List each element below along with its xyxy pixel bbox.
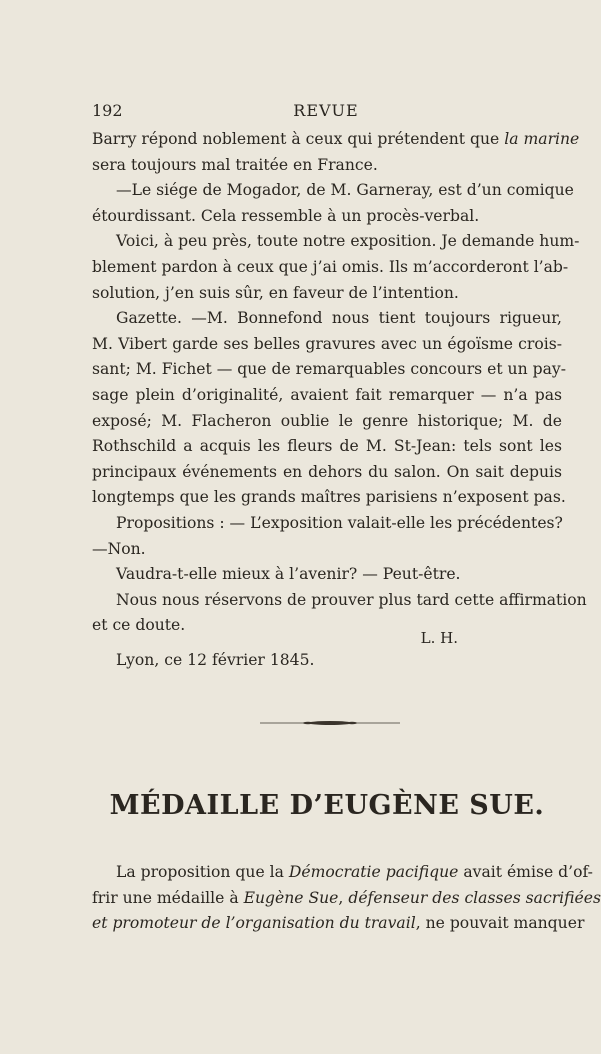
text-run: et ce doute. — [92, 616, 186, 635]
text-line — [92, 306, 562, 332]
text-run: sant; M. Fichet — que de remarquables concours et un pay- — [92, 360, 566, 379]
text-line — [92, 204, 562, 230]
text-line — [92, 886, 601, 912]
text-line — [92, 485, 566, 511]
text-line — [92, 434, 562, 460]
text-run: principaux événements en dehors du salon. On sait depuis — [92, 462, 562, 481]
text-line — [92, 911, 585, 937]
author-signature: L. H. — [420, 629, 458, 647]
text-line — [92, 588, 587, 614]
text-line — [92, 332, 562, 358]
text-line — [92, 229, 580, 255]
text-run: longtemps que les grands maîtres parisiens n’exposent pas. — [92, 488, 566, 507]
text-line — [92, 255, 569, 281]
text-line — [92, 460, 562, 486]
text-line — [92, 383, 562, 409]
text-run: étourdissant. Cela ressemble à un procès-verbal. — [92, 206, 480, 225]
text-run: sera toujours mal traitée en France. — [92, 155, 378, 174]
text-run: Barry répond noblement à ceux qui prétendent que — [92, 130, 505, 148]
text-run: Propositions : — L’exposition valait-elle les précédentes? — [116, 513, 563, 532]
text-run: exposé; M. Flacheron oublie le genre historique; M. de — [92, 411, 562, 430]
section-title: MÉDAILLE D’EUGÈNE SUE. — [109, 790, 545, 821]
text-run: sage plein d’originalité, avaient fait remarquer — n’a pas — [92, 385, 562, 404]
text-run: Voici, à peu près, toute notre exposition. Je demande hum- — [116, 232, 580, 251]
text-run: avait émise d’of- — [458, 863, 593, 881]
text-line — [92, 409, 562, 435]
text-run: M. Vibert garde ses belles gravures avec un égoïsme crois- — [92, 334, 562, 353]
text-run: solution, j’en suis sûr, en faveur de l’intention. — [92, 283, 459, 302]
text-line — [92, 178, 574, 204]
text-run: , ne pouvait manquer — [415, 914, 585, 933]
page-header — [92, 101, 560, 125]
text-run: Rothschild a acquis les fleurs de M. St-Jean: tels sont les — [92, 437, 562, 456]
page-number: 192 — [92, 101, 123, 120]
text-line — [92, 562, 562, 588]
text-run: blement pardon à ceux que j’ai omis. Ils m’accorderont l’ab- — [92, 257, 569, 276]
text-line — [92, 281, 562, 307]
text-line — [92, 153, 562, 179]
italic-text: Démocratie pacifique — [288, 863, 459, 881]
running-title: REVUE — [293, 101, 359, 120]
text-run: —Non. — [92, 539, 146, 558]
text-run: frir une médaille à — [92, 888, 244, 907]
section-text — [92, 860, 601, 937]
italic-text: la marine — [504, 130, 580, 148]
text-line — [92, 127, 580, 153]
article-text — [92, 127, 587, 639]
text-run: , — [338, 888, 349, 907]
place-date: Lyon, ce 12 février 1845. — [116, 651, 315, 669]
text-line — [92, 537, 562, 563]
italic-text: et promoteur de l’organisation du travail — [92, 914, 416, 933]
italic-text: Eugène Sue — [243, 888, 339, 907]
text-line — [92, 357, 566, 383]
text-line — [92, 511, 562, 537]
italic-text: défenseur des classes sacrifiées — [348, 888, 601, 907]
text-line — [92, 860, 593, 886]
text-run: Nous nous réservons de prouver plus tard cette affirmation — [116, 590, 587, 609]
text-run: —Le siége de Mogador, de M. Garneray, est d’un comique — [116, 181, 574, 200]
text-run: Vaudra-t-elle mieux à l’avenir? — Peut-être. — [116, 565, 461, 584]
ornamental-rule — [260, 720, 400, 726]
text-run: Gazette. —M. Bonnefond nous tient toujours rigueur, — [116, 309, 562, 328]
text-run: La proposition que la — [116, 863, 289, 881]
